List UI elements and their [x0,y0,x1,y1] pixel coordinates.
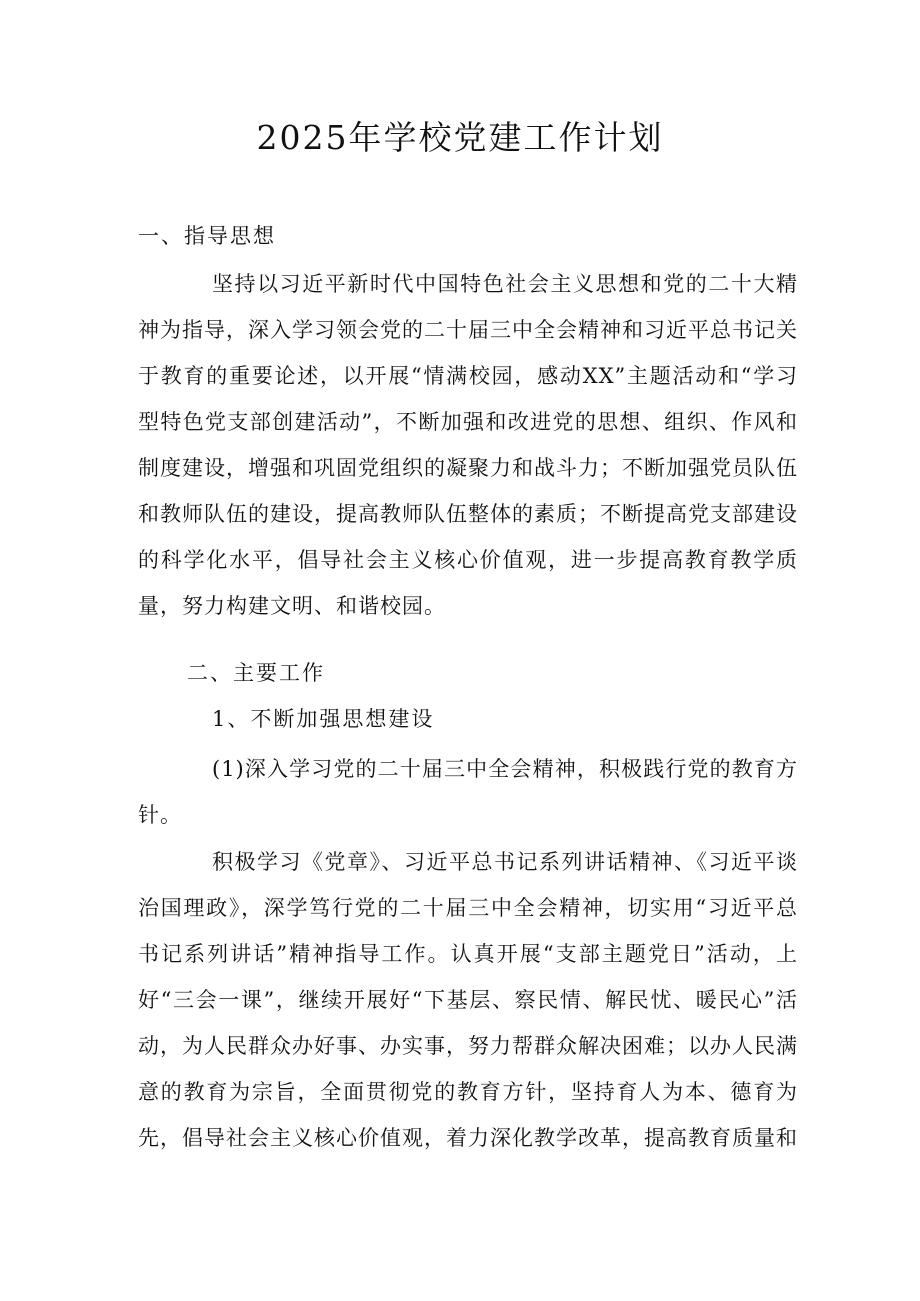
item-1-body-paragraph: 积极学习《党章》、习近平总书记系列讲话精神、《习近平谈治国理政》，深学笃行党的二十届三中全会精神，切实用“习近平总书记系列讲话”精神指导工作。认真开展“支部主题党日”活动，上好“三会一课”，继续开展好“下基层、察民情、解民忧、暖民心”活动，为人民群众办好事、办实事，努力帮群众解决困难；以办人民满意的教育为宗旨，全面贯彻党的教育方针，坚持育人为本、德育为先，倡导社会主义核心价值观，着力深化教学改革，提高教育质量和 [138,850,798,1150]
section-heading-guiding-ideology: 一、指导思想 [138,224,276,248]
subsection-heading-ideological-building: 1、不断加强思想建设 [212,707,435,731]
item-1-paragraph: (1)深入学习党的二十届三中全会精神，积极践行党的教育方针。 [138,757,798,827]
section-heading-main-work: 二、主要工作 [187,661,325,685]
document-title: 2025年学校党建工作计划 [256,118,664,157]
guiding-ideology-paragraph: 坚持以习近平新时代中国特色社会主义思想和党的二十大精神为指导，深入学习领会党的二十届三中全会精神和习近平总书记关于教育的重要论述，以开展“情满校园，感动XX”主题活动和“学习型特色党支部创建活动”，不断加强和改进党的思想、组织、作风和制度建设，增强和巩固党组织的凝聚力和战斗力；不断加强党员队伍和教师队伍的建设，提高教师队伍整体的素质；不断提高党支部建设的科学化水平，倡导社会主义核心价值观，进一步提高教育教学质量，努力构建文明、和谐校园。 [138,272,798,618]
